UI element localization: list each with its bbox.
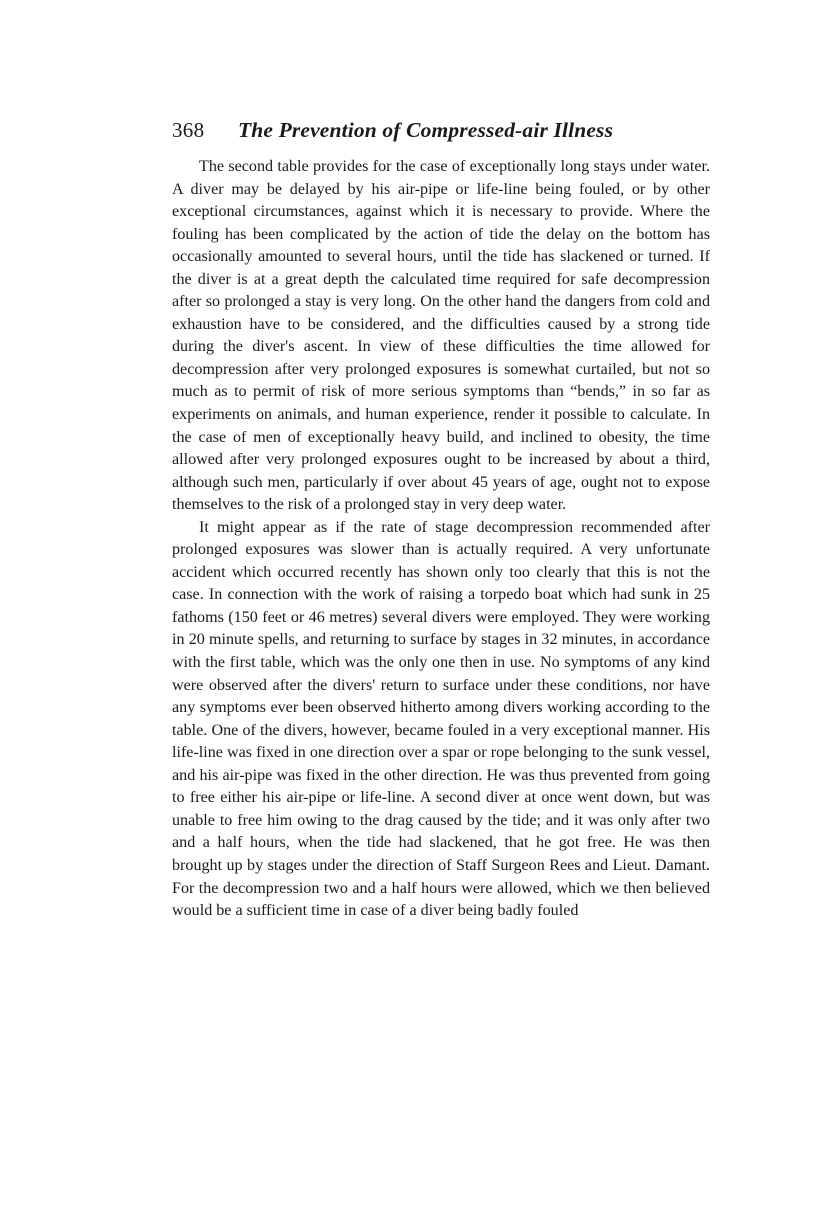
paragraph: It might appear as if the rate of stage decompression recommended after prolonged exposures was slower than is actually required. A very unfortunate accident which occurred recently has shown only too clearly that this is not the case. In connection with the work of raising a torpedo boat which had sunk in 25 fathoms (150 feet or 46 metres) several divers were employed. They were working in 20 minute spells, and returning to surface by stages in 32 minutes, in accordance with the first table, which was the only one then in use. No symptoms of any kind were observed after the divers' return to surface under these conditions, nor have any symptoms ever been observed hitherto among divers working according to the table. One of the divers, however, became fouled in a very exceptional manner. His life-line was fixed in one direction over a spar or rope belonging to the sunk vessel, and his air-pipe was fixed in the other direction. He was thus prevented from going to free either his air-pipe or life-line. A second diver at once went down, but was unable to free him owing to the drag caused by the tide; and it was only after two and a half hours, when the tide had slackened, that he got free. He was then brought up by stages under the direction of Staff Surgeon Rees and Lieut. Damant. For the decompression two and a half hours were allowed, which we then believed would be a sufficient time in case of a diver being badly fouled xyxy=(172,518,710,920)
running-title: The Prevention of Compressed-air Illness xyxy=(238,118,614,142)
page-header xyxy=(172,118,710,148)
paragraph: The second table provides for the case of exceptionally long stays under water. A diver may be delayed by his air-pipe or life-line being fouled, or by other exceptional circumstances, against which it is necessary to provide. Where the fouling has been complicated by the action of tide the delay on the bottom has occasionally amounted to several hours, until the tide has slackened or turned. If the diver is at a great depth the calculated time required for safe decompression after so prolonged a stay is very long. On the other hand the dangers from cold and exhaustion have to be considered, and the difficulties caused by a strong tide during the diver's ascent. In view of these difficulties the time allowed for decompression after very prolonged exposures is somewhat curtailed, but not so much as to permit of risk of more serious symptoms than “bends,” in so far as experiments on animals, and human experience, render it possible to calculate. In the case of men of exceptionally heavy build, and inclined to obesity, the time allowed after very prolonged exposures ought to be increased by about a third, although such men, particularly if over about 45 years of age, ought not to expose themselves to the risk of a prolonged stay in very deep water. xyxy=(172,158,710,514)
page-number: 368 xyxy=(172,118,205,142)
body-text xyxy=(172,156,710,923)
book-page xyxy=(172,118,710,923)
